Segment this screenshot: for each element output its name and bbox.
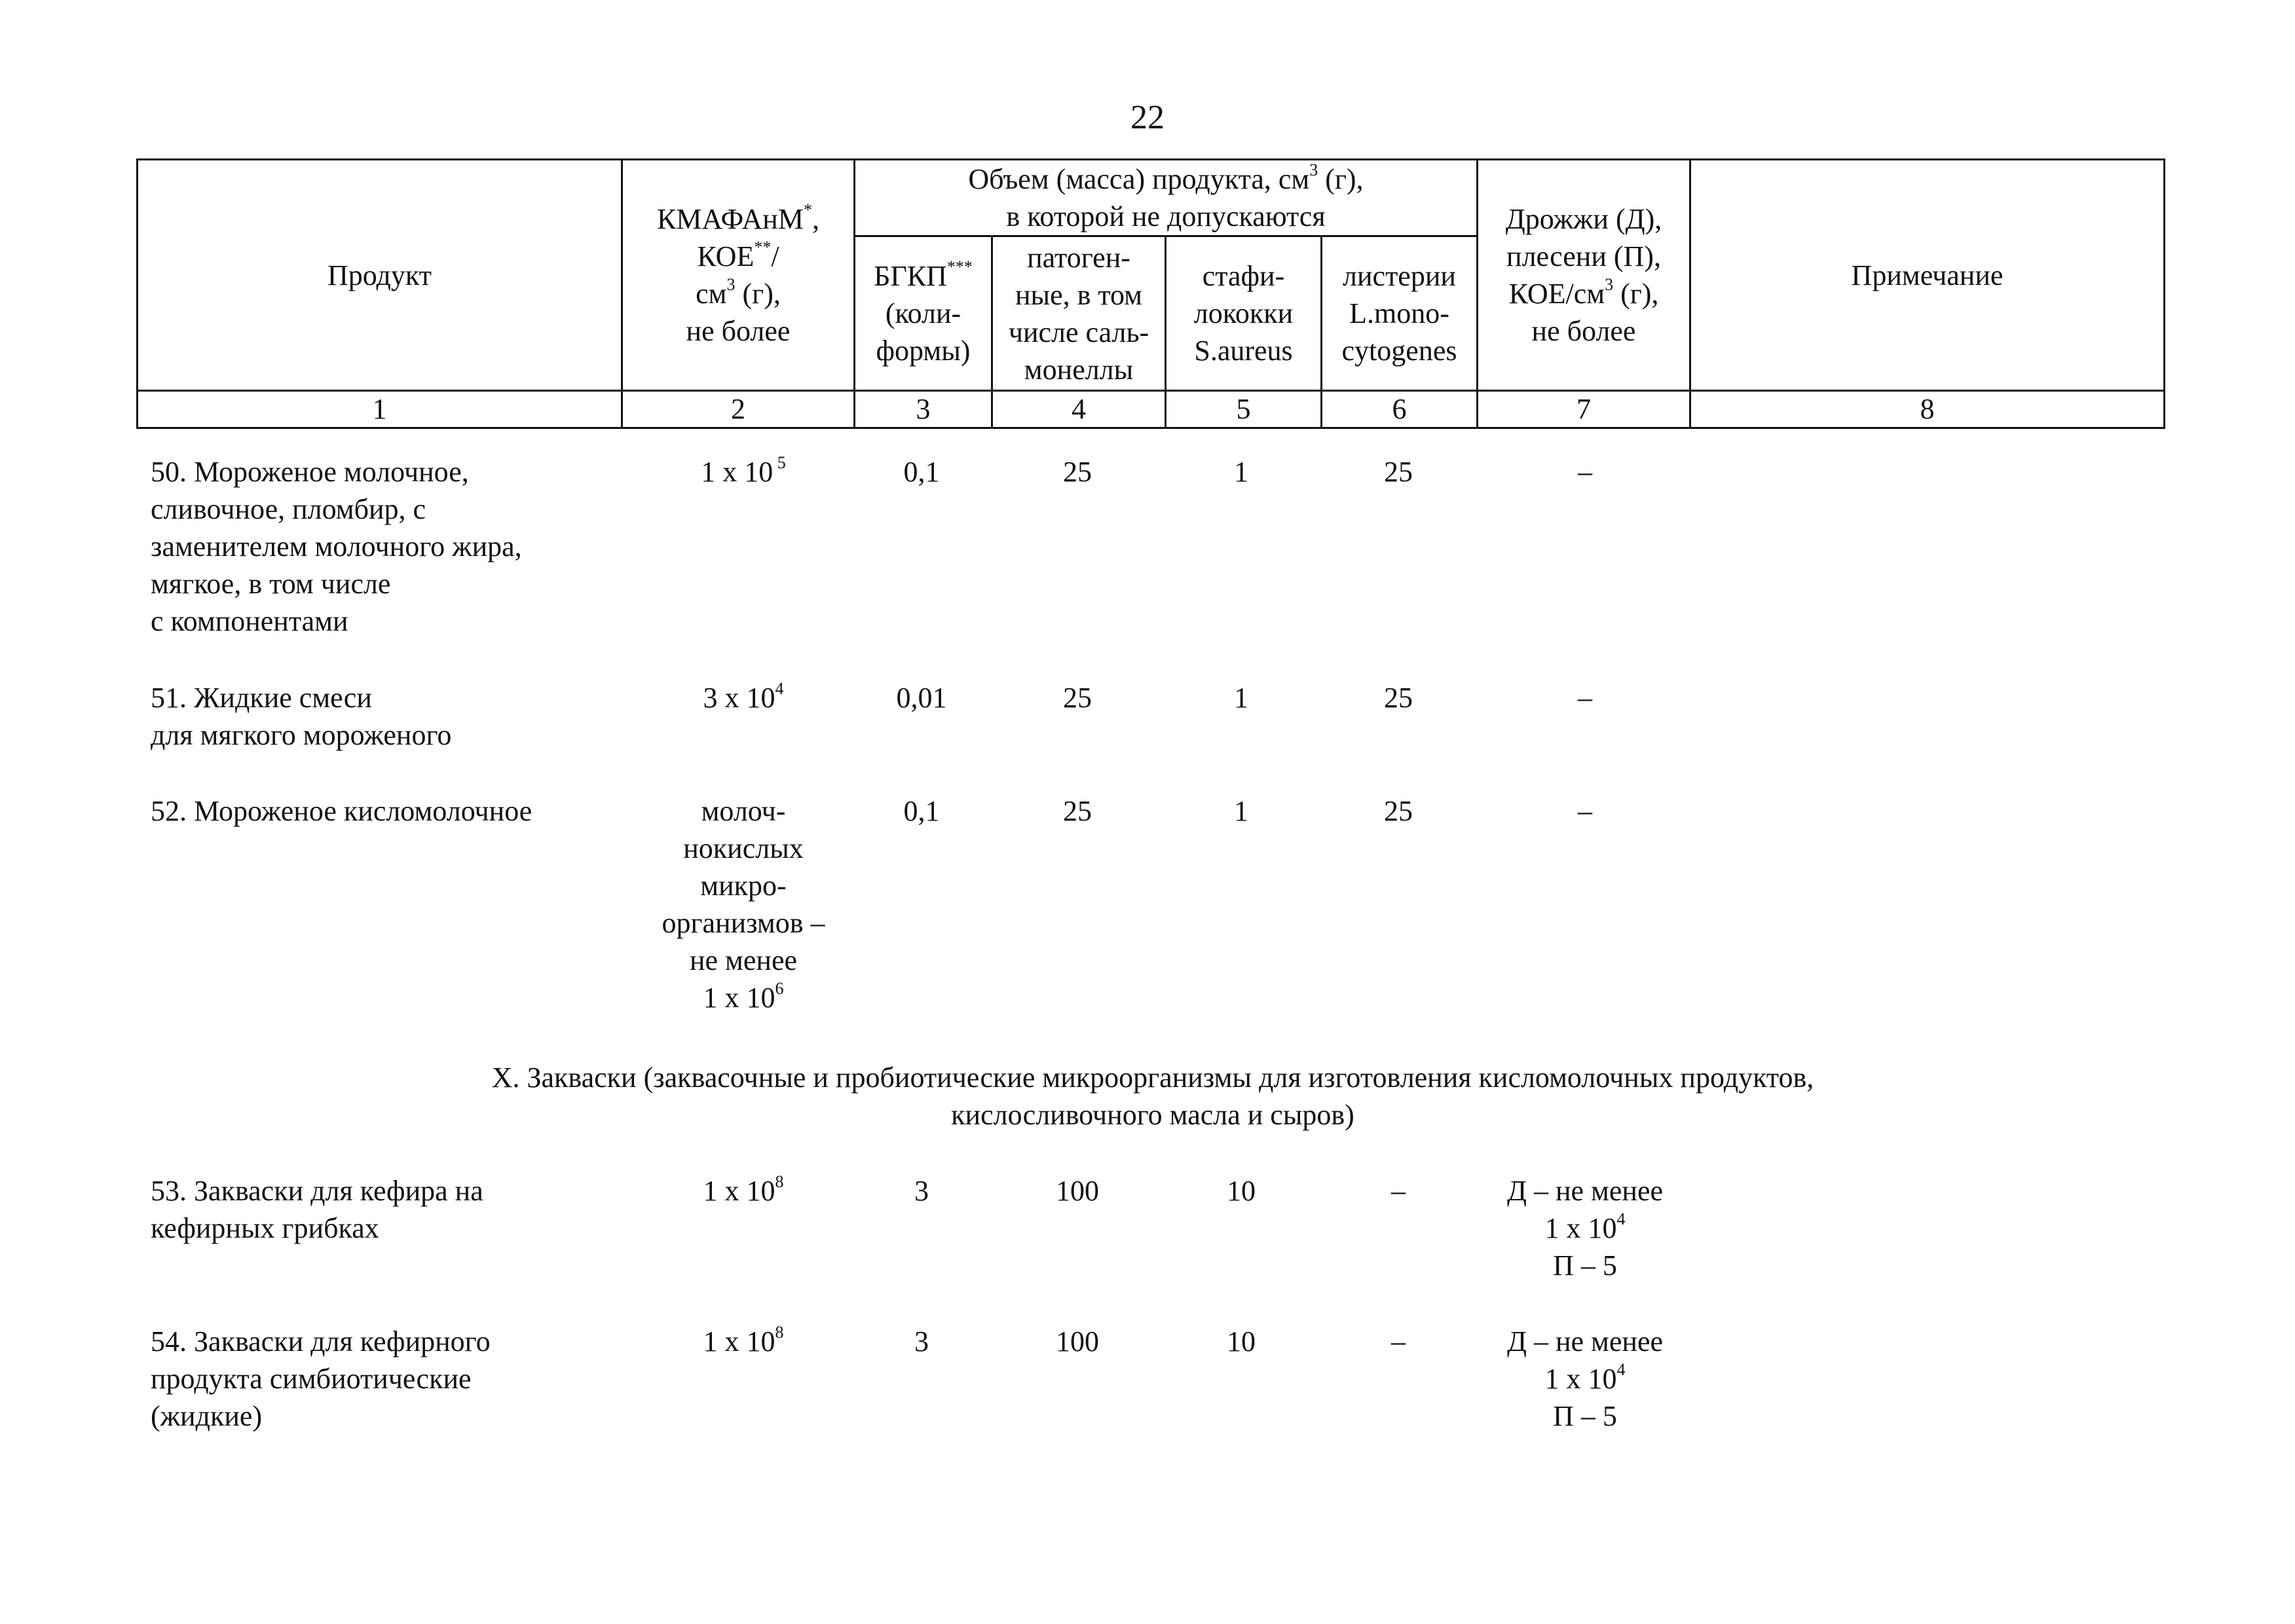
- column-number: 4: [992, 391, 1166, 428]
- listeria-value: –: [1391, 1175, 1406, 1207]
- pathogenic-value: 100: [1056, 1175, 1099, 1207]
- header-pathogenic: патоген- ные, в том числе саль- монеллы: [992, 236, 1166, 391]
- yeast-mold-value: –: [1578, 682, 1592, 714]
- header-listeria: листерии L.mono- cytogenes: [1322, 236, 1478, 391]
- column-number: 5: [1166, 391, 1322, 428]
- staphylococci-value: 10: [1227, 1325, 1256, 1357]
- header-yeast-mold: Дрожжи (Д), плесени (П), КОЕ/$см^3$ (г), не более: [1478, 160, 1690, 391]
- header-bgkp: БГКП*** (коли- формы): [855, 236, 992, 391]
- column-number: 2: [622, 391, 855, 428]
- staphylococci-value: 1: [1234, 456, 1248, 488]
- product-name: 50. Мороженое молочное, сливочное, пломбир, с заменителем молочного жира, мягкое, в том числе с компонентами: [151, 456, 522, 637]
- yeast-mold-value: Д – не менее 1 x $10^4$ П – 5: [1506, 1175, 1664, 1282]
- product-name: 53. Закваски для кефира на кефирных грибках: [151, 1175, 483, 1244]
- listeria-value: 25: [1384, 682, 1413, 714]
- column-number: 3: [855, 391, 992, 428]
- header-note: Примечание: [1690, 160, 2165, 391]
- staphylococci-value: 1: [1234, 795, 1248, 827]
- yeast-mold-value: –: [1578, 795, 1592, 827]
- staphylococci-value: 10: [1227, 1175, 1256, 1207]
- pathogenic-value: 100: [1056, 1325, 1099, 1357]
- page-number: 22: [1130, 99, 1165, 136]
- kmafanm-value: 1 x $10^8$: [703, 1172, 784, 1207]
- bgkp-value: 0,01: [896, 682, 947, 714]
- bgkp-value: 0,1: [903, 456, 940, 488]
- kmafanm-value: 1 x 10 $^5$: [701, 453, 786, 488]
- bgkp-value: 3: [914, 1175, 929, 1207]
- column-number: 8: [1690, 391, 2165, 428]
- yeast-mold-value: Д – не менее 1 x $10^4$ П – 5: [1506, 1325, 1664, 1432]
- column-number: 7: [1478, 391, 1690, 428]
- bgkp-value: 0,1: [903, 795, 940, 827]
- listeria-value: –: [1391, 1325, 1406, 1357]
- column-number: 1: [138, 391, 622, 428]
- product-name: 52. Мороженое кисломолочное: [151, 795, 532, 827]
- header-volume-group: Объем (масса) продукта, $см^3$ (г), в которой не допускаются: [855, 160, 1478, 236]
- header-product: Продукт: [138, 160, 622, 391]
- kmafanm-value: молоч- нокислых микро- организмов – не менее 1 x $10^6$: [662, 795, 825, 1014]
- staphylococci-value: 1: [1234, 682, 1248, 714]
- yeast-mold-value: –: [1578, 456, 1592, 488]
- header-staphylococci: стафи- лококки S.aureus: [1166, 236, 1322, 391]
- pathogenic-value: 25: [1063, 682, 1092, 714]
- column-number: 6: [1322, 391, 1478, 428]
- bgkp-value: 3: [914, 1325, 929, 1357]
- table-header: [136, 158, 2165, 429]
- kmafanm-value: 1 x $10^8$: [703, 1323, 784, 1357]
- header-kmafanm: КМАФАнМ*, КОЕ**/ $см^3$ (г), не более: [622, 160, 855, 391]
- listeria-value: 25: [1384, 456, 1413, 488]
- product-name: 51. Жидкие смеси для мягкого мороженого: [151, 682, 452, 751]
- product-name: 54. Закваски для кефирного продукта симбиотические (жидкие): [151, 1325, 491, 1432]
- pathogenic-value: 25: [1063, 456, 1092, 488]
- pathogenic-value: 25: [1063, 795, 1092, 827]
- listeria-value: 25: [1384, 795, 1413, 827]
- column-numbers-row: [138, 391, 2165, 428]
- section-x-title: X. Закваски (заквасочные и пробиотические микроорганизмы для изготовления кисломолочных продуктов, кислосливочного масла и сыров): [491, 1061, 1814, 1131]
- kmafanm-value: 3 x $10^4$: [703, 679, 784, 714]
